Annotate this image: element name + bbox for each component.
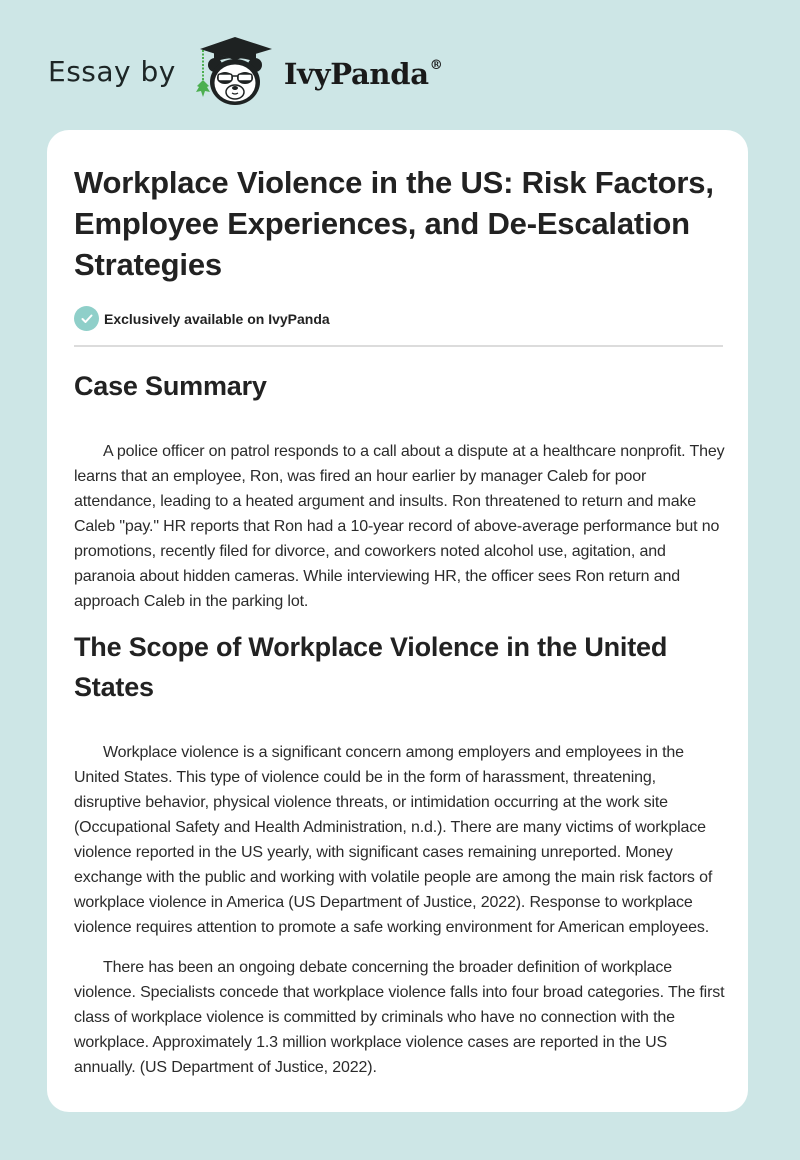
article-card [47,130,748,1112]
panda-graduate-logo-icon[interactable] [192,36,278,108]
paragraph: There has been an ongoing debate concerning the broader definition of workplace violence. Specialists concede that workplace violence falls into four broad categories. The first class of workplace violence is committed by criminals who have no connection with the workplace. Approximately 1.3 million workplace violence cases are reported in the US annually. (US Department of Justice, 2022). [74,959,725,1076]
section-heading-case-summary: Case Summary [74,371,267,401]
check-circle-icon [74,306,99,331]
exclusive-text: Exclusively available on IvyPanda [104,310,330,327]
section-heading-scope: The Scope of Workplace Violence in the United States [74,632,668,702]
essay-by-label: Essay by [48,54,176,88]
registered-mark: ® [429,58,443,74]
article-body [74,366,726,1080]
paragraph: Workplace violence is a significant concern among employers and employees in the United States. This type of violence could be in the form of harassment, threatening, disruptive behavior, physical violence threats, or intimidation occurring at the work site (Occupational Safety and Health Administration, n.d.). There are many victims of workplace violence reported in the US yearly, with significant cases remaining unreported. Money exchange with the public and working with volatile people are among the main risk factors of workplace violence in America (US Department of Justice, 2022). Response to workplace violence requires attention to promote a safe working environment for American employees. [74,744,713,936]
article-title: Workplace Violence in the US: Risk Factors, Employee Experiences, and De-Escalation Strategies [74,165,714,282]
divider [74,345,723,347]
paragraph: A police officer on patrol responds to a call about a dispute at a healthcare nonprofit. They learns that an employee, Ron, was fired an hour earlier by manager Caleb for poor attendance, leading to a heated argument and insults. Ron threatened to return and make Caleb "pay." HR reports that Ron had a 10-year record of above-average performance but no promotions, recently filed for divorce, and coworkers noted alcohol use, agitation, and paranoia about hidden cameras. While interviewing HR, the officer sees Ron return and approach Caleb in the parking lot. [74,443,725,610]
brand-name[interactable]: IvyPanda® [283,57,443,91]
exclusive-badge [74,306,330,331]
site-header [48,36,442,108]
